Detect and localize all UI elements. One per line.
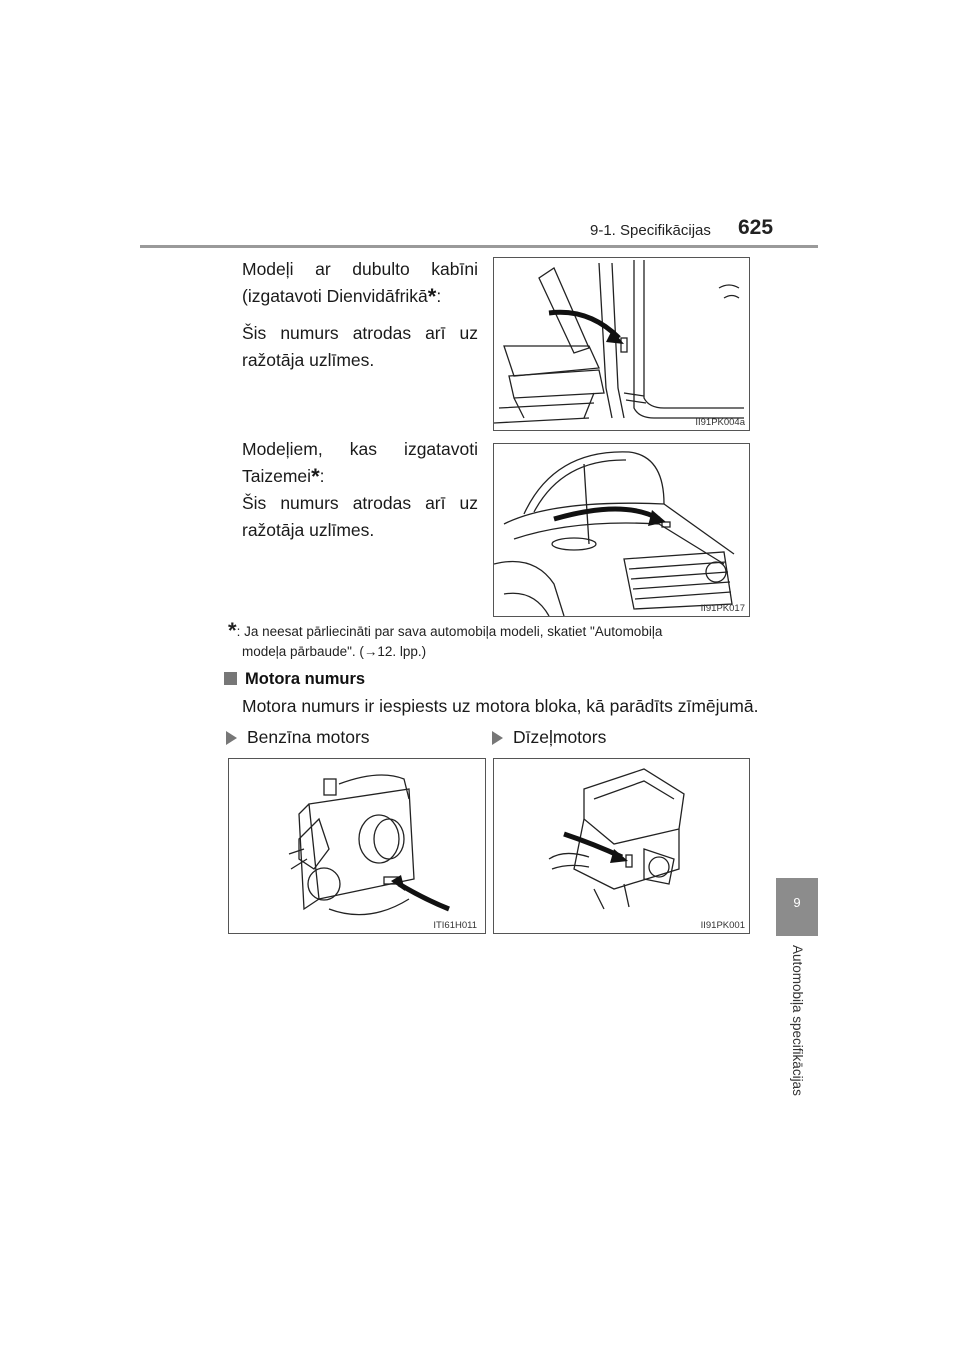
footnote-line1: *: Ja neesat pārliecināti par sava automobiļa modeli, skatiet "Automobiļa bbox=[228, 618, 663, 643]
figure-door-pillar bbox=[493, 257, 750, 431]
block2-line4: ražotāja uzlīmes. bbox=[242, 520, 375, 540]
figure-diesel-engine bbox=[493, 758, 750, 934]
block1-line2: (izgatavoti Dienvidāfrikā*: bbox=[242, 284, 442, 309]
block2-line2: Taizemei*: bbox=[242, 464, 325, 489]
figure-code: ITI61H011 bbox=[433, 920, 477, 931]
block1-line4: ražotāja uzlīmes. bbox=[242, 350, 375, 370]
header-divider bbox=[140, 245, 818, 248]
triangle-bullet-icon bbox=[226, 731, 237, 745]
diesel-label: Dīzeļmotors bbox=[492, 724, 606, 751]
petrol-label: Benzīna motors bbox=[226, 724, 370, 751]
triangle-bullet-icon bbox=[492, 731, 503, 745]
section-title: 9-1. Specifikācijas bbox=[590, 222, 711, 239]
chapter-tab: 9 bbox=[776, 878, 818, 936]
footnote-asterisk: * bbox=[228, 618, 237, 643]
figure-engine-bay bbox=[493, 443, 750, 617]
block2-text bbox=[242, 436, 478, 544]
engine-description: Motora numurs ir iespiests uz motora bloka, kā parādīts zīmējumā. bbox=[242, 696, 759, 716]
footnote-line2: modeļa pārbaude". (→12. lpp.) bbox=[242, 644, 427, 659]
chapter-title: Automobiļa specifikācijas bbox=[790, 945, 805, 1096]
page-number: 625 bbox=[738, 216, 774, 239]
block2-line3: Šis numurs atrodas arī uz bbox=[242, 493, 478, 513]
figure-code: II91PK004a bbox=[695, 417, 745, 428]
block1-line3: Šis numurs atrodas arī uz bbox=[242, 323, 478, 343]
asterisk: * bbox=[311, 464, 320, 489]
figure-code: II91PK017 bbox=[700, 603, 745, 614]
block1-text bbox=[242, 256, 478, 374]
block2-line1: Modeļiem, kas izgatavoti bbox=[242, 439, 478, 459]
figure-petrol-engine bbox=[228, 758, 486, 934]
square-bullet-icon bbox=[224, 672, 237, 685]
engine-heading: Motora numurs bbox=[224, 670, 365, 689]
figure-code: II91PK001 bbox=[700, 920, 745, 931]
block1-line1: Modeļi ar dubulto kabīni bbox=[242, 259, 478, 279]
asterisk: * bbox=[427, 284, 437, 309]
footnote bbox=[228, 618, 743, 662]
